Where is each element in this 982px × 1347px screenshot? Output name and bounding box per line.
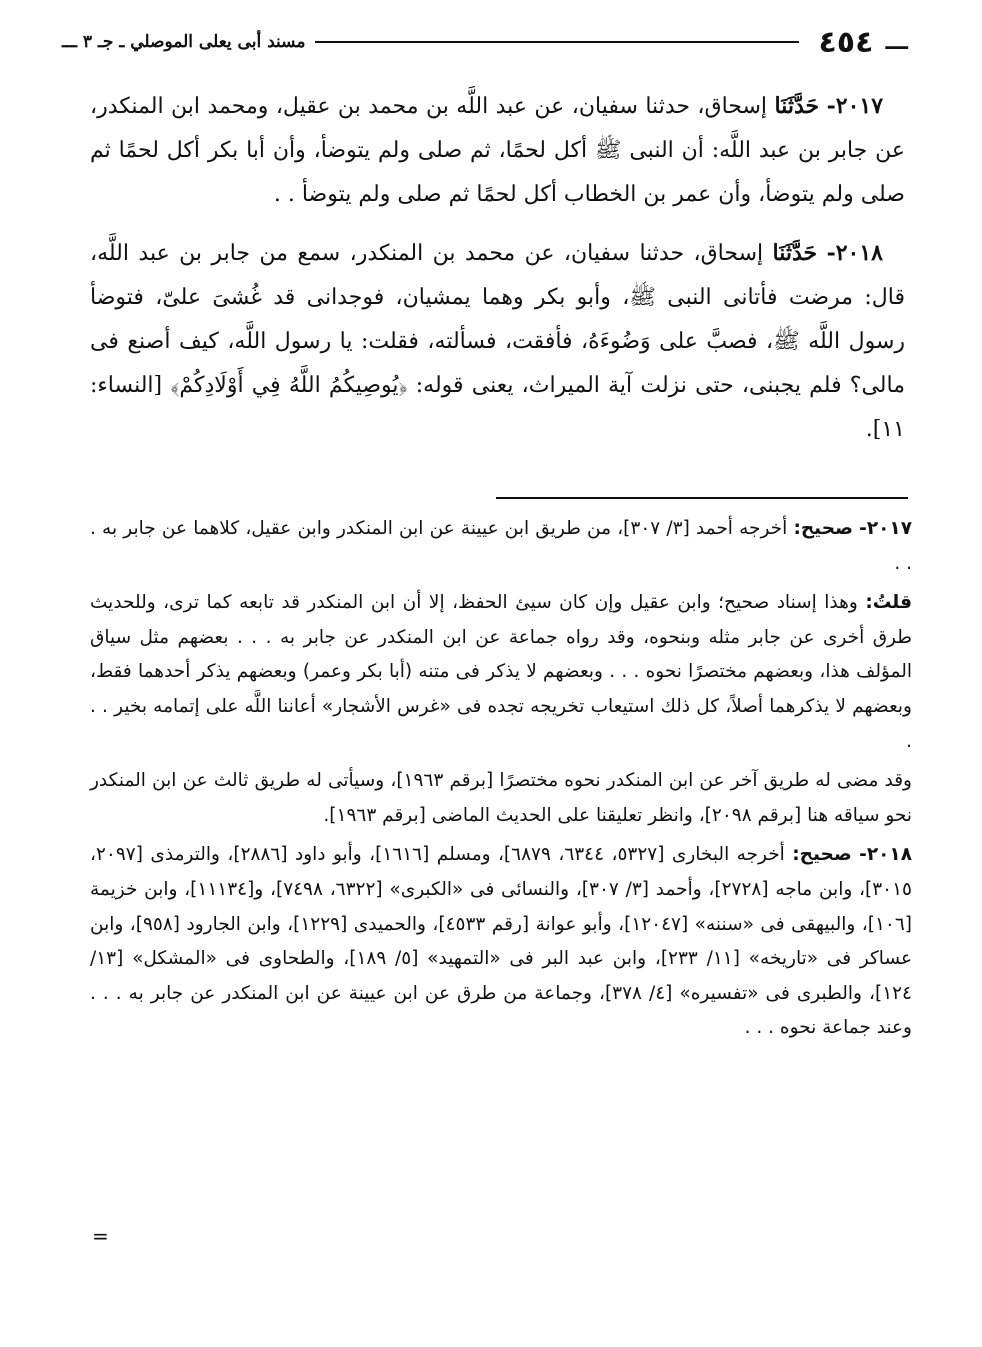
footnote-grade: صحيح: (793, 518, 853, 539)
footnotes (90, 512, 912, 1051)
hadith-keyword: حَدَّثَنَا (774, 93, 820, 119)
hadith-number: ٢٠١٨- (826, 240, 883, 266)
comment-text: وهذا إسناد صحيح؛ وابن عقيل وإن كان سيئ الحفظ، إلا أن ابن المنكدر قد تابعه كما ترى، وللحديث طرق أخرى عن جابر مثله وبنحوه، وقد رواه جماعة عن ابن المنكدر عن جابر به . . . بعضهم مثل سياق المؤلف هذا، وبعضهم مختصرًا نحوه . . . وبعضهم لا يذكر فى متنه (أبا بكر وعمر) وبعضهم يذكر أحدهما فقط، وبعضهم لا يذكرهما أصلاً، كل ذلك استيعاب تخريجه تجده فى «غرس الأشجار» أعاننا اللَّه على إتمامه بخير . . . (90, 592, 912, 752)
hadith-2017 (90, 84, 905, 217)
extra-text: وقد مضى له طريق آخر عن ابن المنكدر نحوه مختصرًا [برقم ١٩٦٣]، وسيأتى له طريق ثالث عن ابن المنكدر نحو سياقه هنا [برقم ٢٠٩٨]، وانظر تعليقنا على الحديث الماضى [برقم ١٩٦٣]. (90, 770, 912, 826)
footnote-text: أخرجه أحمد [٣/ ٣٠٧]، من طريق ابن عيينة عن ابن المنكدر وابن عقيل، كلاهما عن جابر به . . . (90, 518, 912, 574)
hadith-2018 (90, 231, 905, 452)
footnote-grade: صحيح: (792, 844, 852, 866)
page-number: ٤٥٤ (818, 24, 874, 60)
footnote-number: ٢٠١٧- (859, 518, 912, 539)
footnote-separator (496, 497, 908, 499)
running-title: مسند أبى يعلى الموصلي ـ جـ ٣ ـــ (62, 32, 306, 52)
footnote-number: ٢٠١٨- (859, 844, 913, 866)
page-header (62, 18, 908, 66)
header-dash: ـــ (885, 29, 908, 55)
footnote-text: أخرجه البخارى [٥٣٢٧، ٦٣٤٤، ٦٨٧٩]، ومسلم [١٦١٦]، وأبو داود [٢٨٨٦]، والترمذى [٢٠٩٧، ٣٠١٥]، وابن ماجه [٢٧٢٨]، وأحمد [٣/ ٣٠٧]، والنسائى فى «الكبرى» [٦٣٢٢، ٧٤٩٨]، و[١١١٣٤]، وابن خزيمة [١٠٦]، والبيهقى فى «سننه» [١٢٠٤٧]، وأبو عوانة [رقم ٤٥٣٣]، والحميدى [١٢٢٩]، وابن الجارود [٩٥٨]، وابن عساكر فى «تاريخه» [١١/ ٢٣٣]، وابن عبد البر فى «التمهيد» [٥/ ١٨٩]، والطحاوى فى «المشكل» [١٣/ ١٢٤]، والطبرى فى «تفسيره» [٤/ ٣٧٨]، وجماعة من طرق عن ابن عيينة عن ابن المنكدر عن جابر به . . . وعند جماعة نحوه . . . (90, 844, 912, 1039)
footnote-2018 (90, 838, 912, 1046)
footnote-2017 (90, 512, 912, 581)
hadith-number: ٢٠١٧- (826, 93, 884, 119)
footnote-2017-comment (90, 586, 912, 759)
hadith-keyword: حَدَّثَنَا (772, 240, 818, 266)
footnote-2017-extra (90, 764, 912, 833)
continuation-mark: = (92, 1224, 109, 1248)
main-text (90, 84, 905, 466)
hadith-text: إسحاق، حدثنا سفيان، عن عبد اللَّه بن محمد بن عقيل، ومحمد ابن المنكدر، عن جابر بن عبد اللَّه: أن النبى ﷺ أكل لحمًا، ثم صلى ولم يتوضأ، وأن أبا بكر أكل لحمًا ثم صلى ولم يتوضأ، وأن عمر بن الخطاب أكل لحمًا ثم صلى ولم يتوضأ . . (90, 94, 905, 207)
hadith-text: إسحاق، حدثنا سفيان، عن محمد بن المنكدر، سمع من جابر بن عبد اللَّه، قال: مرضت فأتانى النبى ﷺ، وأبو بكر وهما يمشيان، فوجدانى قد غُشىَ علىّ، فتوضأ رسول اللَّه ﷺ، فصبَّ على وَضُوءَهُ، فأفقت، فسألته، فقلت: يا رسول اللَّه، كيف أصنع فى مالى؟ فلم يجبنى، حتى نزلت آية الميراث، يعنى قوله: ﴿يُوصِيكُمُ اللَّهُ فِي أَوْلَادِكُمْ﴾ [النساء: ١١]. (90, 241, 905, 442)
header-rule (315, 41, 798, 43)
comment-label: قلتُ: (865, 592, 912, 614)
